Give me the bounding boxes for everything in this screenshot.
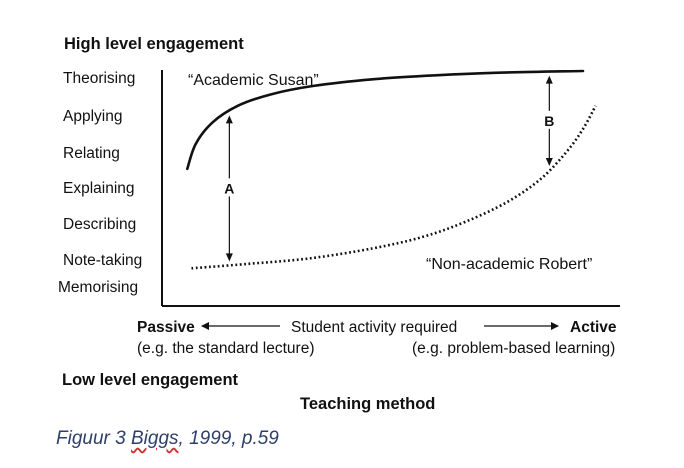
- x-left-label: Passive: [137, 319, 195, 336]
- y-level-label: Note-taking: [63, 252, 143, 269]
- figure-caption: [56, 428, 279, 450]
- gap-arrowhead-up: [226, 115, 233, 123]
- y-level-label: Describing: [63, 216, 137, 233]
- series-label-robert: “Non-academic Robert”: [426, 256, 593, 273]
- gap-label: A: [224, 180, 235, 197]
- series-label-susan: “Academic Susan”: [188, 72, 319, 89]
- gap-arrowhead-up: [546, 76, 553, 84]
- x-right-example: (e.g. problem-based learning): [412, 340, 616, 357]
- x-right-label: Active: [570, 319, 617, 336]
- gap-arrowhead-down: [226, 253, 233, 261]
- caption-author: Biggs: [130, 428, 179, 449]
- series-layer: [187, 71, 595, 268]
- series-line-robert: [192, 106, 596, 268]
- x-axis-title: Teaching method: [300, 395, 436, 413]
- y-level-label: Explaining: [63, 180, 135, 197]
- y-level-labels: [58, 70, 142, 296]
- x-left-example: (e.g. the standard lecture): [137, 340, 315, 357]
- caption-prefix: Figuur 3: [56, 428, 131, 449]
- gap-arrowhead-down: [546, 158, 553, 166]
- gap-label: B: [544, 112, 555, 129]
- annotation-layer: [222, 76, 556, 262]
- y-level-label: Theorising: [63, 70, 136, 87]
- title-bottom: Low level engagement: [62, 371, 239, 389]
- y-level-label: Applying: [63, 108, 123, 125]
- caption-suffix: , 1999, p.59: [178, 428, 279, 449]
- y-level-label: Memorising: [58, 279, 139, 296]
- title-top: High level engagement: [64, 35, 244, 53]
- x-center-label: Student activity required: [291, 319, 458, 336]
- y-level-label: Relating: [63, 145, 120, 162]
